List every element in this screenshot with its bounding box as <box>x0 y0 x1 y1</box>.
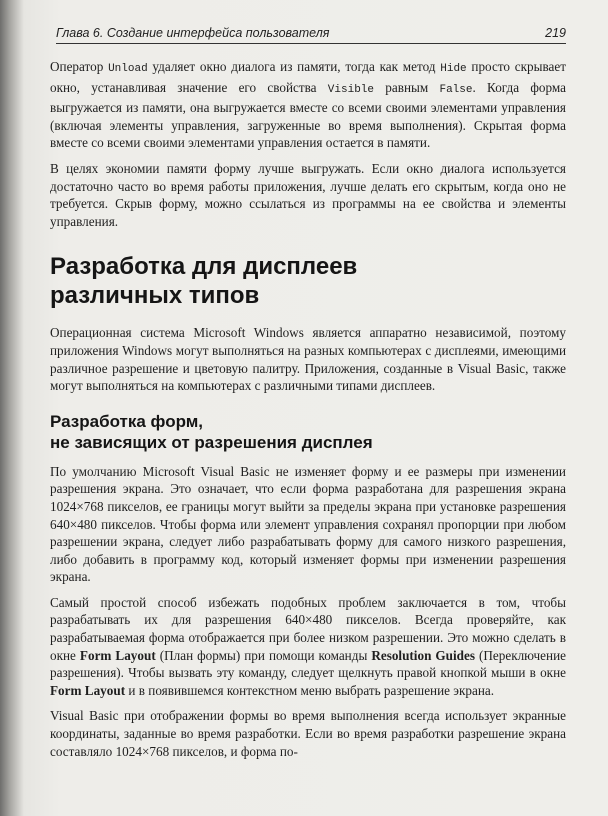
section-heading: Разработка для дисплеев различных типов <box>50 253 358 310</box>
running-header <box>56 26 566 44</box>
paragraph-unload: Оператор Unload удаляет окно диалога из памяти, тогда как метод Hide просто скрывает окно, устанавливая значение его свойства Visible равным False. Когда форма выгружается из памяти, она выгружается вместе со всеми своими элементами управления (включая элементы управления, загруженные во время выполнения). Скрытая форма вместе со всеми своими элементами управления остается в памяти. <box>50 59 567 151</box>
term-form-layout-2: Form Layout <box>50 682 126 698</box>
code-hide: Hide <box>440 63 467 75</box>
code-unload: Unload <box>108 63 148 75</box>
subsection-heading: Разработка форм, не зависящих от разрешения дисплея <box>50 411 373 452</box>
paragraph-memory: В целях экономии памяти форму лучше выгружать. Если окно диалога используется достаточно часто во время работы приложения, лучше делать его скрытым, когда оно не требуется. Скрыв форму, можно ссылаться из программы на ее свойства и элементы управления. <box>50 160 566 229</box>
paragraph-default-resolution: По умолчанию Microsoft Visual Basic не изменяет форму и ее размеры при изменении разрешения экрана. Это означает, что если форма разработана для разрешения экрана 1024×768 пикселов, ее границы могут выйти за пределы экрана при установке разрешения 640×480 пикселов. Чтобы форма или элемент управления сохранял пропорции при любом разрешении экрана, следует либо разрабатывать форму для самого низкого разрешения, либо добавить в программу код, который изменяет формы при изменении разрешения экрана. <box>50 463 566 585</box>
term-form-layout: Form Layout <box>79 647 156 663</box>
paragraph-coordinates: Visual Basic при отображении формы во время выполнения всегда использует экранные координаты, заданные во время разработки. Если во время разработки разрешение экрана составляло 1024×768 пикселов, и форма по- <box>50 708 566 759</box>
chapter-title: Глава 6. Создание интерфейса пользователя <box>56 26 330 40</box>
code-visible: Visible <box>327 83 375 96</box>
paragraph-windows: Операционная система Microsoft Windows является аппаратно независимой, поэтому приложения Windows могут выполняться на разных компьютерах с дисплеями, имеющими различное разрешение и цветовую палитру. Приложения, созданные в Visual Basic, также могут выполняться на компьютерах с различными типами дисплеев. <box>50 325 566 394</box>
term-resolution-guides: Resolution Guides <box>371 647 475 663</box>
page-body <box>50 58 566 768</box>
paragraph-simplest-way: Самый простой способ избежать подобных проблем заключается в том, чтобы разрабатывать их для разрешения 640×480 пикселов. Всегда проверяйте, как разрабатываемая форма отображается при более низком разрешении. Это можно сделать в окне Form Layout (План формы) при помощи команды Resolution Guides (Переключение разрешения). Чтобы вызвать эту команду, следует щелкнуть правой кнопкой мыши в окне Form Layout и в появившемся контекстном меню выбрать разрешение экрана. <box>50 594 566 698</box>
code-false: False <box>439 83 473 96</box>
page-number: 219 <box>545 26 566 40</box>
